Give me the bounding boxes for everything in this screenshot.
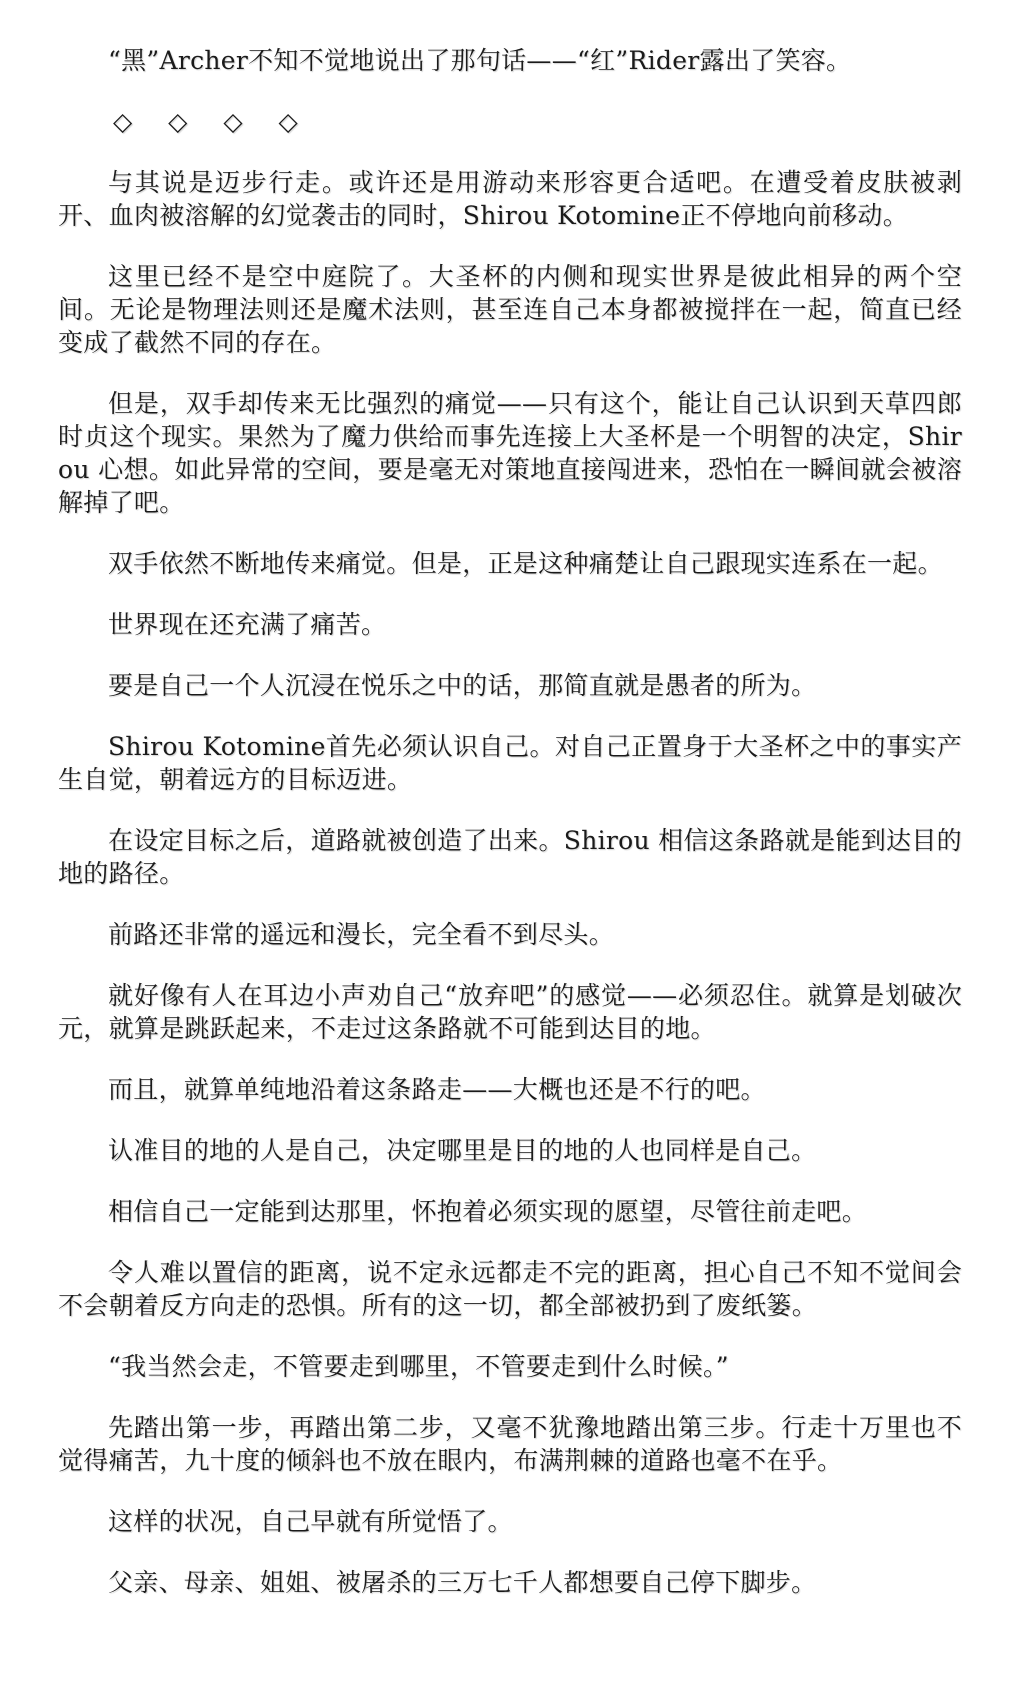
paragraph: 而且，就算单纯地沿着这条路走——大概也还是不行的吧。	[108, 1075, 766, 1104]
section-separator: ◇ ◇ ◇ ◇	[113, 107, 312, 136]
paragraph: “黑”Archer不知不觉地说出了那句话——“红”Rider露出了笑容。	[108, 46, 852, 75]
paragraph: 要是自己一个人沉浸在悦乐之中的话，那简直就是愚者的所为。	[108, 671, 817, 700]
paragraph: 令人难以置信的距离，说不定永远都走不完的距离，担心自己不知不觉间会不会朝着反方向走的恐惧。所有的这一切，都全部被扔到了废纸篓。	[58, 1258, 962, 1320]
paragraph: Shirou Kotomine首先必须认识自己。对自己正置身于大圣杯之中的事实产生自觉，朝着远方的目标迈进。	[58, 732, 962, 794]
paragraph: 相信自己一定能到达那里，怀抱着必须实现的愿望，尽管往前走吧。	[108, 1197, 868, 1226]
paragraph: 双手依然不断地传来痛觉。但是，正是这种痛楚让自己跟现实连系在一起。	[108, 549, 943, 578]
paragraph: 这里已经不是空中庭院了。大圣杯的内侧和现实世界是彼此相异的两个空间。无论是物理法则还是魔术法则，甚至连自己本身都被搅拌在一起，简直已经变成了截然不同的存在。	[58, 262, 962, 357]
paragraph: 先踏出第一步，再踏出第二步，又毫不犹豫地踏出第三步。行走十万里也不觉得痛苦，九十度的倾斜也不放在眼内，布满荆棘的道路也毫不在乎。	[58, 1413, 962, 1475]
paragraph: 父亲、母亲、姐姐、被屠杀的三万七千人都想要自己停下脚步。	[108, 1568, 817, 1597]
paragraph: “我当然会走，不管要走到哪里，不管要走到什么时候。”	[108, 1352, 729, 1381]
paragraph: 与其说是迈步行走。或许还是用游动来形容更合适吧。在遭受着皮肤被剥开、血肉被溶解的幻觉袭击的同时，Shirou Kotomine正不停地向前移动。	[58, 168, 962, 230]
paragraph: 就好像有人在耳边小声劝自己“放弃吧”的感觉——必须忍住。就算是划破次元，就算是跳跃起来，不走过这条路就不可能到达目的地。	[58, 981, 962, 1043]
paragraph: 认准目的地的人是自己，决定哪里是目的地的人也同样是自己。	[108, 1136, 817, 1165]
paragraph: 在设定目标之后，道路就被创造了出来。Shirou 相信这条路就是能到达目的地的路径。	[58, 826, 962, 888]
paragraph: 前路还非常的遥远和漫长，完全看不到尽头。	[108, 920, 615, 949]
paragraph: 世界现在还充满了痛苦。	[108, 610, 387, 639]
paragraph: 但是，双手却传来无比强烈的痛觉——只有这个，能让自己认识到天草四郎时贞这个现实。果然为了魔力供给而事先连接上大圣杯是一个明智的决定，Shirou 心想。如此异常的空间，要是毫无对策地直接闯进来，恐怕在一瞬间就会被溶解掉了吧。	[58, 389, 962, 517]
paragraph: 这样的状况，自己早就有所觉悟了。	[108, 1507, 513, 1536]
